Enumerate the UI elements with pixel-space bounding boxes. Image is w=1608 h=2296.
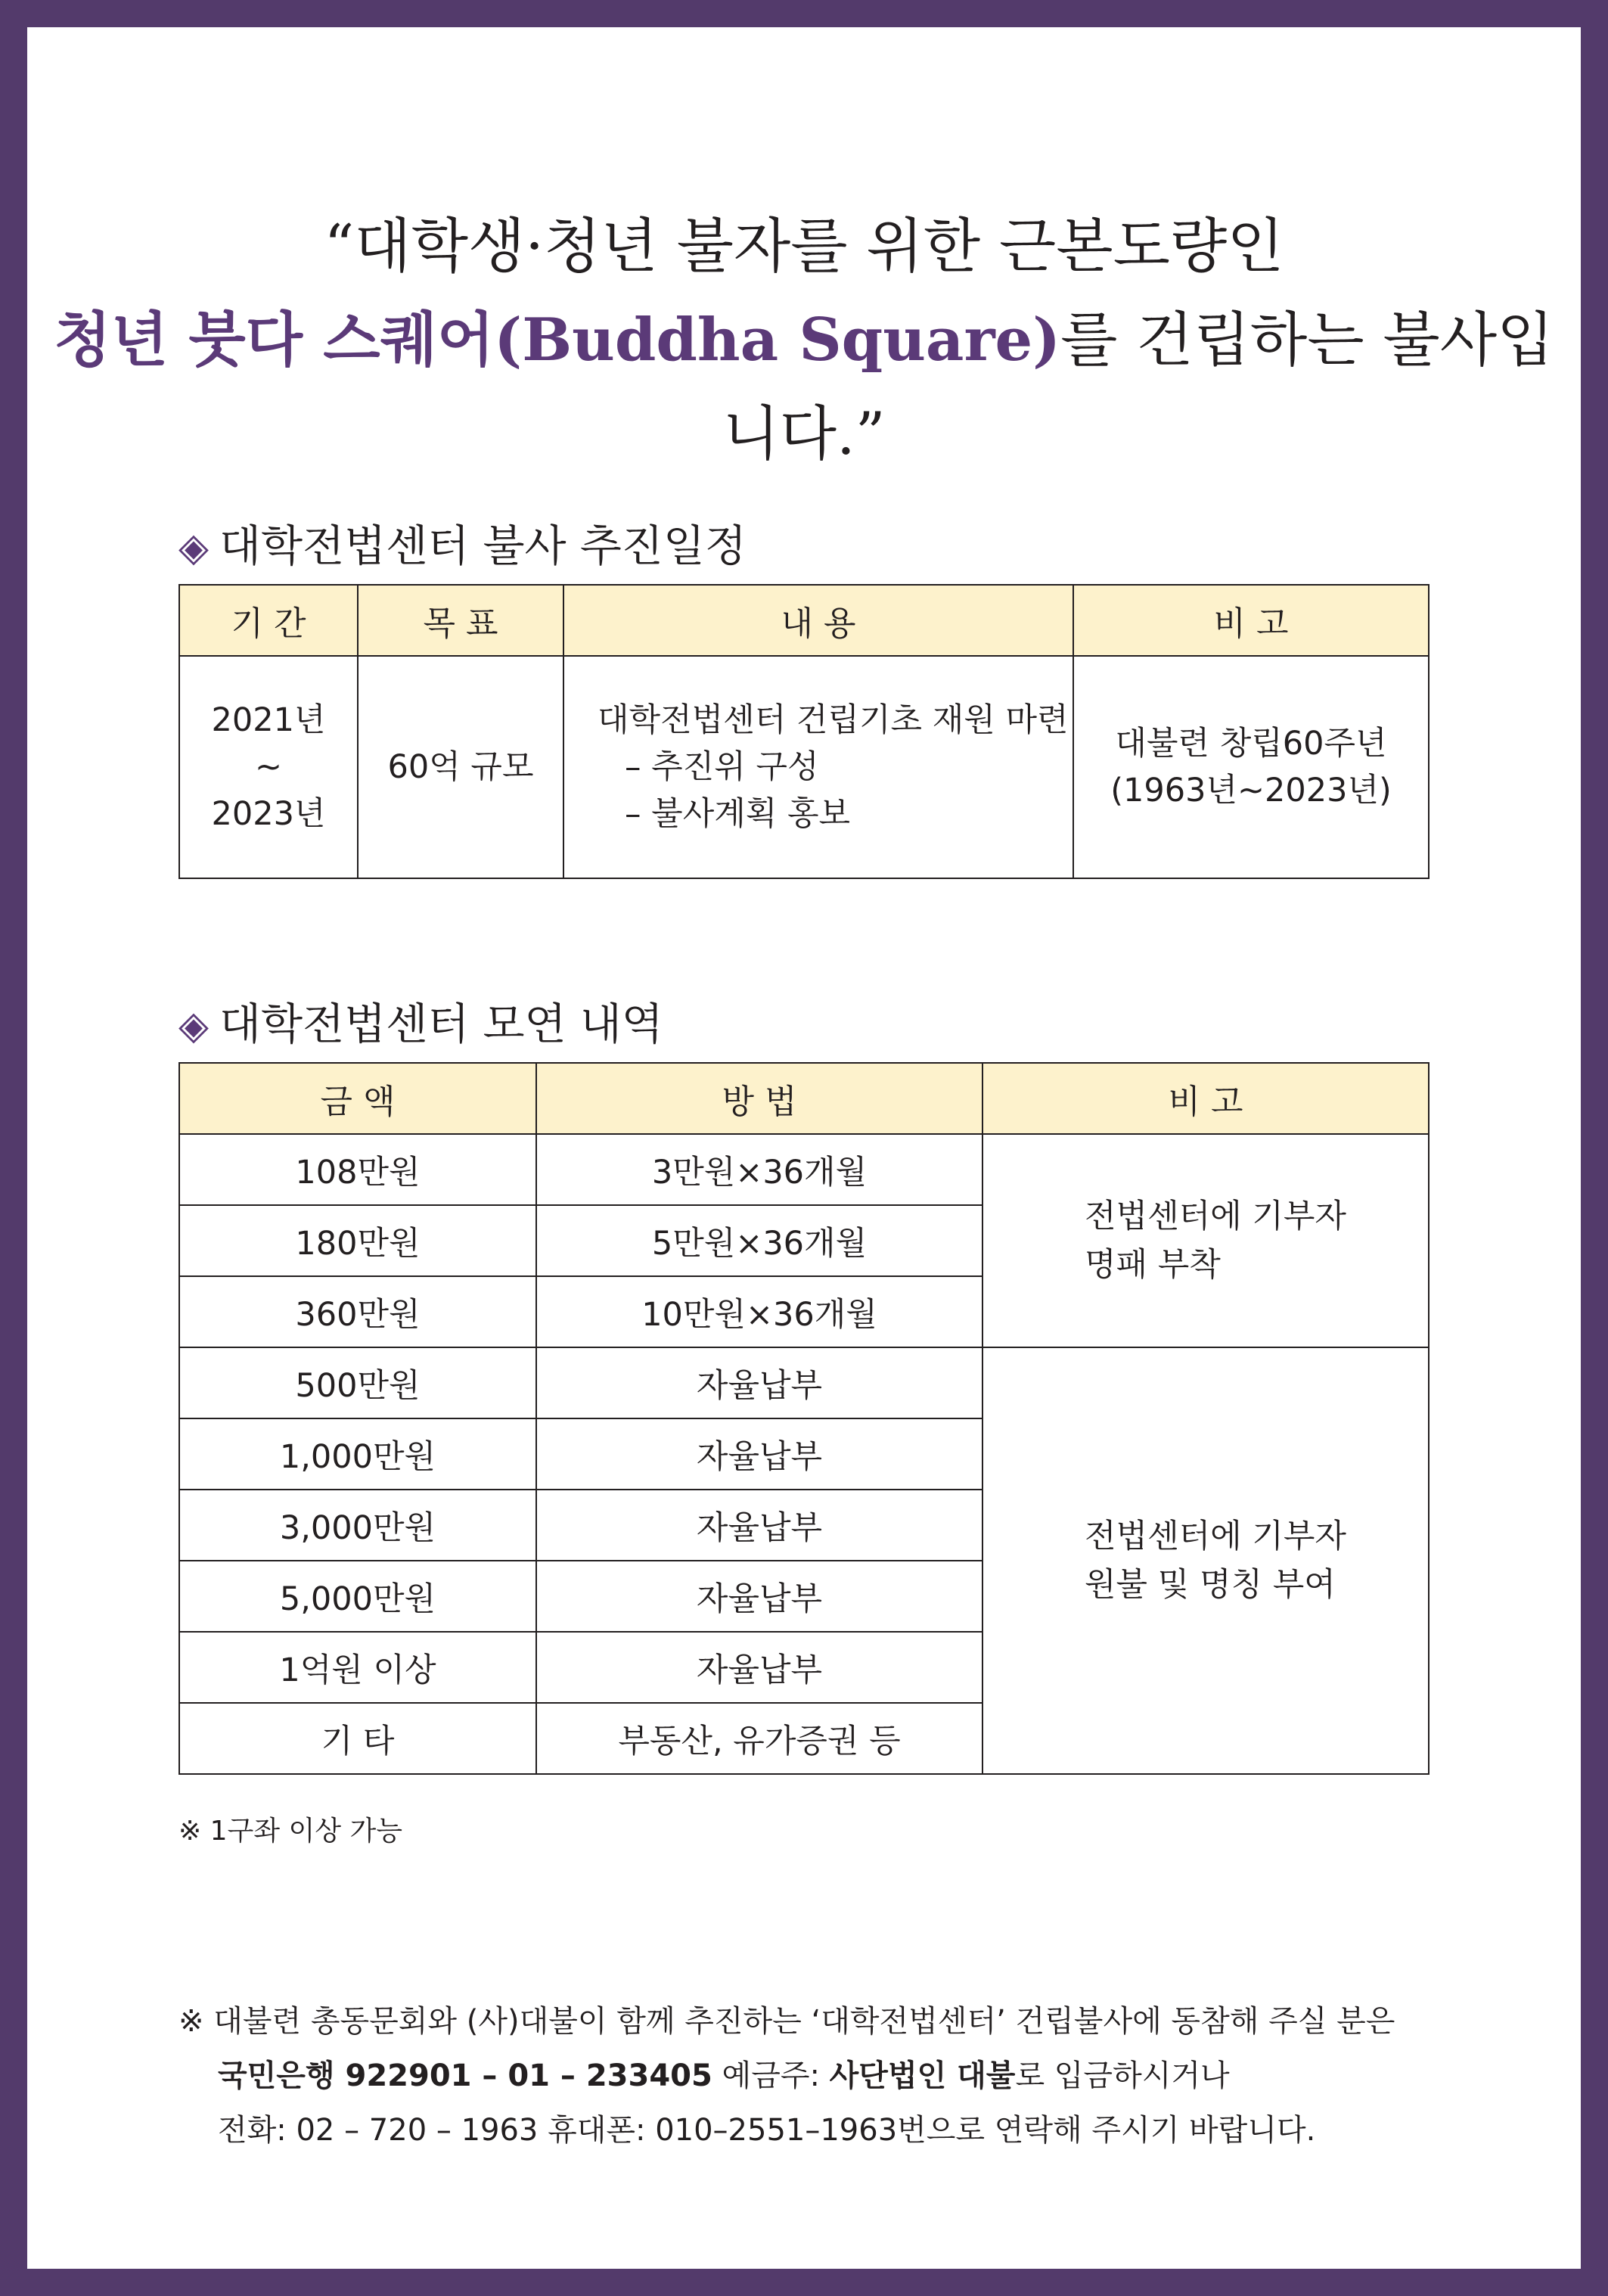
amount-cell: 360만원: [179, 1276, 536, 1347]
schedule-header-row: [179, 585, 1429, 656]
method-cell: 자율납부: [536, 1418, 982, 1490]
content-line: – 불사계획 홍보: [625, 795, 851, 833]
donation-section-title: [178, 990, 663, 1052]
method-cell: 5만원×36개월: [536, 1205, 982, 1276]
contact-info: [178, 1994, 1395, 2158]
content-line: – 추진위 구성: [625, 748, 819, 786]
info-line2: [178, 2049, 1395, 2103]
method-cell: 10만원×36개월: [536, 1276, 982, 1347]
remark-cell-group2: [982, 1347, 1429, 1774]
info-line3: 전화: 02 – 720 – 1963 휴대폰: 010–2551–1963번으로 연락해 주시기 바랍니다.: [218, 2113, 1316, 2148]
method-cell: 자율납부: [536, 1561, 982, 1632]
header-period: 기 간: [179, 585, 358, 656]
amount-cell: 500만원: [179, 1347, 536, 1418]
header-note: 비 고: [1073, 585, 1429, 656]
amount-cell: 1억원 이상: [179, 1632, 536, 1703]
amount-cell: 5,000만원: [179, 1561, 536, 1632]
method-cell: 자율납부: [536, 1490, 982, 1561]
period-tilde: ~: [254, 748, 283, 786]
donation-table: [178, 1062, 1430, 1775]
footnote: ※ 1구좌 이상 가능: [178, 1816, 403, 1847]
schedule-title-text: 대학전법센터 불사 추진일정: [219, 521, 747, 571]
headline-accent: 청년 붓다 스퀘어(Buddha Square): [54, 306, 1061, 374]
diamond-icon: ◈: [178, 525, 209, 570]
period-cell: [179, 656, 358, 878]
donation-header-row: [179, 1063, 1429, 1134]
remark-line: 명패 부착: [1085, 1246, 1221, 1284]
header-amount: 금 액: [179, 1063, 536, 1134]
goal-cell: 60억 규모: [358, 656, 563, 878]
schedule-table: [178, 584, 1430, 879]
method-cell: 자율납부: [536, 1632, 982, 1703]
amount-cell: 기 타: [179, 1703, 536, 1774]
table-row: [179, 1134, 1429, 1205]
amount-cell: 108만원: [179, 1134, 536, 1205]
remark-line: 전법센터에 기부자: [1085, 1518, 1346, 1555]
depositor-name: 사단법인 대불: [829, 2058, 1016, 2093]
donation-title-text: 대학전법센터 모연 내역: [219, 999, 663, 1049]
amount-cell: 3,000만원: [179, 1490, 536, 1561]
content-cell: [563, 656, 1073, 878]
remark-line: 전법센터에 기부자: [1085, 1198, 1346, 1235]
bank-account: 국민은행 922901 – 01 – 233405: [218, 2058, 712, 2093]
note-cell: [1073, 656, 1429, 878]
period-end: 2023년: [211, 795, 326, 833]
method-cell: 3만원×36개월: [536, 1134, 982, 1205]
amount-cell: 180만원: [179, 1205, 536, 1276]
schedule-row: [179, 656, 1429, 878]
amount-cell: 1,000만원: [179, 1418, 536, 1490]
headline-line2: [27, 294, 1581, 481]
headline: [27, 200, 1581, 481]
diamond-icon: ◈: [178, 1003, 209, 1049]
remark-cell-group1: [982, 1134, 1429, 1347]
schedule-section-title: [178, 511, 747, 573]
info-line1: ※ 대불련 총동문회와 (사)대불이 함께 추진하는 ‘대학전법센터’ 건립불사에 동참해 주실 분은: [178, 2004, 1395, 2039]
note-line: 대불련 창립60주년: [1115, 725, 1387, 763]
note-line: (1963년~2023년): [1110, 772, 1392, 809]
header-content: 내 용: [563, 585, 1073, 656]
content-line: 대학전법센터 건립기초 재원 마련: [598, 701, 1069, 739]
depositor-label: 예금주:: [712, 2058, 830, 2093]
table-row: [179, 1347, 1429, 1418]
method-cell: 부동산, 유가증권 등: [536, 1703, 982, 1774]
method-cell: 자율납부: [536, 1347, 982, 1418]
header-goal: 목 표: [358, 585, 563, 656]
headline-rest: 를 건립하는 불사입니다.”: [722, 306, 1554, 468]
header-remark: 비 고: [982, 1063, 1429, 1134]
info-line2-rest: 로 입금하시거나: [1015, 2058, 1230, 2093]
header-method: 방 법: [536, 1063, 982, 1134]
period-start: 2021년: [211, 701, 326, 739]
headline-line1: “대학생·청년 불자를 위한 근본도량인: [324, 213, 1284, 281]
remark-line: 원불 및 명칭 부여: [1085, 1566, 1336, 1604]
